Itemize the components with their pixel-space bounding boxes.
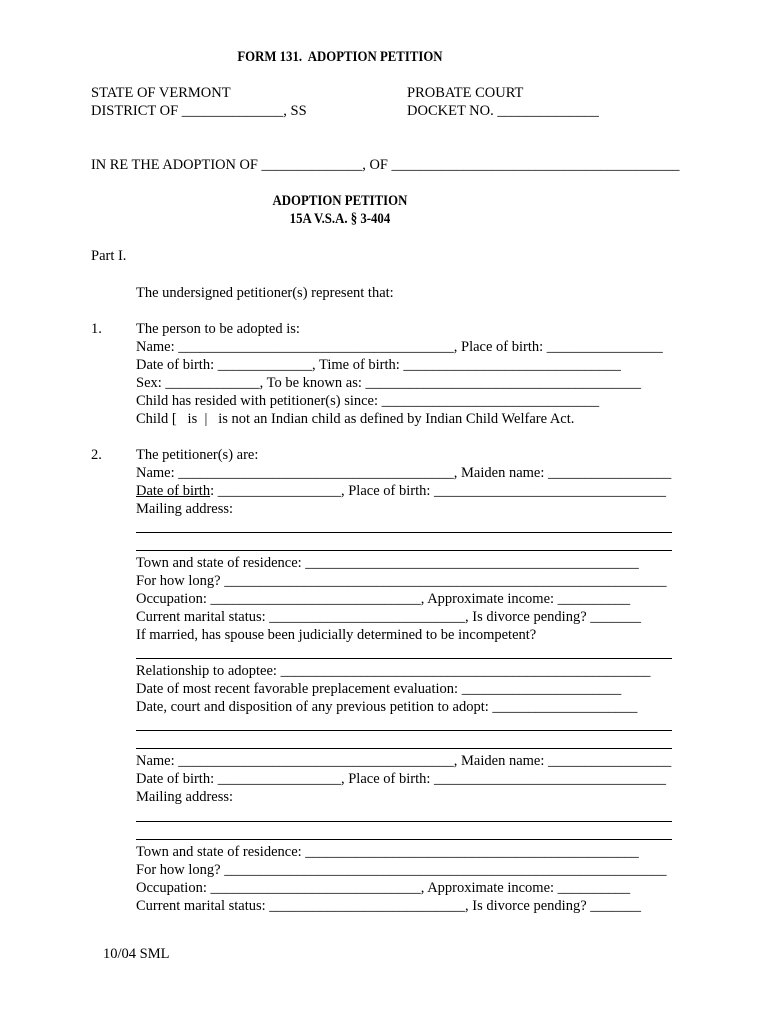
court-line: PROBATE COURT <box>407 85 524 101</box>
petitioner2-dob-line: Date of birth: _________________, Place of birth: ________________________________ <box>136 771 667 787</box>
child-resided-line: Child has resided with petitioner(s) since: ______________________________ <box>136 393 600 409</box>
blank-rule <box>136 821 672 822</box>
previous-petition-line: Date, court and disposition of any previous petition to adopt: ____________________ <box>136 699 638 715</box>
petitioner2-mailing-line: Mailing address: <box>136 789 234 805</box>
petitioner1-mailing-line: Mailing address: <box>136 501 234 517</box>
child-dob-line: Date of birth: _____________, Time of birth: ______________________________ <box>136 357 621 373</box>
item-2-number: 2. <box>91 447 102 463</box>
child-icwa-line: Child [ is | is not an Indian child as defined by Indian Child Welfare Act. <box>136 411 575 427</box>
petitioner2-name-line: Name: ______________________________________, Maiden name: _________________ <box>136 753 672 769</box>
petitioner1-town-line: Town and state of residence: ______________________________________________ <box>136 555 639 571</box>
petitioner2-occupation-line: Occupation: _____________________________, Approximate income: __________ <box>136 880 631 896</box>
item-1-number: 1. <box>91 321 102 337</box>
blank-rule <box>136 730 672 731</box>
petitioner1-dob-line <box>136 482 666 500</box>
blank-rule <box>136 550 672 551</box>
petitioner1-dob-rest: : _________________, Place of birth: ________________________________ <box>210 483 667 499</box>
evaluation-line: Date of most recent favorable preplacement evaluation: ______________________ <box>136 681 622 697</box>
docket-line: DOCKET NO. ______________ <box>407 103 599 119</box>
state-line: STATE OF VERMONT <box>91 85 231 101</box>
petitioner1-marital-line: Current marital status: ___________________________, Is divorce pending? _______ <box>136 609 642 625</box>
petitioner2-town-line: Town and state of residence: ______________________________________________ <box>136 844 639 860</box>
blank-rule <box>136 658 672 659</box>
child-sex-line: Sex: _____________, To be known as: ______________________________________ <box>136 375 642 391</box>
petitioner2-how-long-line: For how long? _____________________________________________________________ <box>136 862 667 878</box>
in-re-line: IN RE THE ADOPTION OF ______________, OF ________________________________________ <box>91 157 680 173</box>
relationship-line: Relationship to adoptee: ___________________________________________________ <box>136 663 651 679</box>
item-2-heading: The petitioner(s) are: <box>136 447 259 463</box>
blank-rule <box>136 748 672 749</box>
form-title: FORM 131. ADOPTION PETITION <box>237 49 443 65</box>
intro-line: The undersigned petitioner(s) represent that: <box>136 285 394 301</box>
petitioner1-name-line: Name: ______________________________________, Maiden name: _________________ <box>136 465 672 481</box>
petitioner1-occupation-line: Occupation: _____________________________, Approximate income: __________ <box>136 591 631 607</box>
statute-line: 15A V.S.A. § 3-404 <box>289 211 391 227</box>
district-line: DISTRICT OF ______________, SS <box>91 103 307 119</box>
petitioner2-marital-line: Current marital status: ___________________________, Is divorce pending? _______ <box>136 898 642 914</box>
blank-rule <box>136 839 672 840</box>
child-name-line: Name: ______________________________________, Place of birth: ________________ <box>136 339 663 355</box>
item-1-heading: The person to be adopted is: <box>136 321 300 337</box>
petitioner1-dob-label: Date of birth <box>136 483 211 499</box>
footer-code: 10/04 SML <box>103 946 170 962</box>
petition-title: ADOPTION PETITION <box>272 193 408 209</box>
blank-rule <box>136 532 672 533</box>
spouse-incompetent-line: If married, has spouse been judicially determined to be incompetent? <box>136 627 537 643</box>
petitioner1-how-long-line: For how long? _____________________________________________________________ <box>136 573 667 589</box>
part-heading: Part I. <box>91 248 127 264</box>
